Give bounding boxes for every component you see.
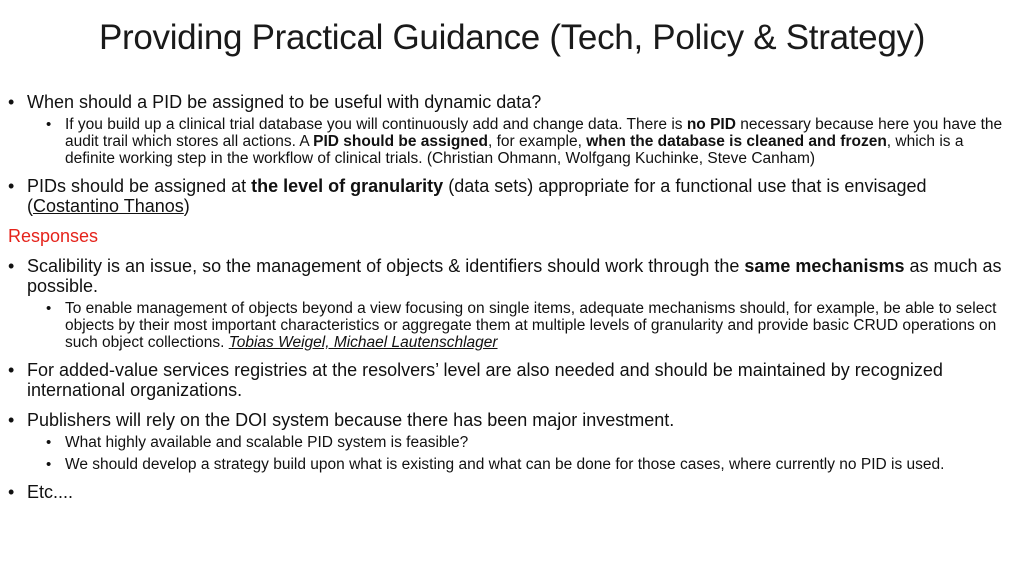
bullet-text: Etc.... — [27, 482, 74, 502]
bullet-scalability — [8, 256, 1008, 296]
text-run: Scalibility is an issue, so the management of objects & identifiers should work through the — [27, 256, 745, 276]
responses-heading: Responses — [8, 226, 99, 246]
bullet-publishers-doi — [8, 410, 1008, 430]
bullet-icon: • — [8, 176, 15, 196]
text-run: To enable management of objects beyond a view focusing on single items, adequate mechanisms should, for example, be able to select objects by their most important characteristics or aggregate them at multiple levels of granularity and provide basic CRUD operations on such object collections. — [65, 300, 997, 351]
author-link-thanos[interactable]: Costantino Thanos — [33, 196, 184, 216]
bold-run: PID should be assigned — [313, 133, 488, 150]
bullet-text: For added-value services registries at the resolvers’ level are also needed and should be maintained by recognized international organizations. — [27, 360, 943, 400]
bold-run: no PID — [686, 116, 736, 133]
text-run: ) — [183, 196, 190, 216]
bullet-icon: • — [8, 482, 15, 502]
sub-bullet-object-management — [46, 300, 1008, 351]
bullet-text: What highly available and scalable PID system is feasible? — [65, 434, 469, 451]
sub-bullet-clinical-trial — [46, 116, 1008, 167]
bullet-registries — [8, 360, 1008, 400]
bold-run: the level of granularity — [251, 176, 444, 196]
bullet-icon: • — [46, 300, 52, 317]
bold-run: same mechanisms — [744, 256, 905, 276]
bullet-icon: • — [46, 456, 52, 473]
bullet-pid-dynamic-data — [8, 92, 1008, 112]
bullet-text: Publishers will rely on the DOI system because there has been major investment. — [27, 410, 675, 430]
bullet-icon: • — [8, 256, 15, 276]
bullet-text: We should develop a strategy build upon what is existing and what can be done for those cases, where currently no PID is used. — [65, 456, 945, 473]
text-run: (data sets) appropriate for a functional use that is envisaged ( — [27, 176, 927, 216]
bullet-icon: • — [46, 116, 52, 133]
slide-title: Providing Practical Guidance (Tech, Policy & Strategy) — [98, 18, 926, 57]
text-run: If you build up a clinical trial database you will continuously add and change data. There is — [65, 116, 687, 133]
bullet-text: When should a PID be assigned to be useful with dynamic data? — [27, 92, 542, 112]
text-run: , which is a definite working step in the workflow of clinical trials. (Christian Ohmann, Wolfgang Kuchinke, Steve Canham) — [65, 133, 964, 167]
bullet-icon: • — [46, 434, 52, 451]
text-run: PIDs should be assigned at — [27, 176, 252, 196]
sub-bullet-strategy — [46, 456, 1008, 473]
text-run: as much as possible. — [27, 256, 1002, 296]
author-link-weigel[interactable]: Tobias Weigel, Michael Lautenschlager — [228, 334, 498, 351]
bullet-icon: • — [8, 92, 15, 112]
bold-run: when the database is cleaned and frozen — [586, 133, 887, 150]
bullet-etc — [8, 482, 1008, 502]
sub-bullet-pid-system — [46, 434, 1008, 451]
text-run: necessary because here you have the audit trail which stores all actions. A — [65, 116, 1003, 150]
text-run: , for example, — [487, 133, 587, 150]
bullet-icon: • — [8, 410, 15, 430]
slide-content — [8, 92, 1008, 512]
bullet-icon: • — [8, 360, 15, 380]
bullet-granularity — [8, 176, 1008, 216]
